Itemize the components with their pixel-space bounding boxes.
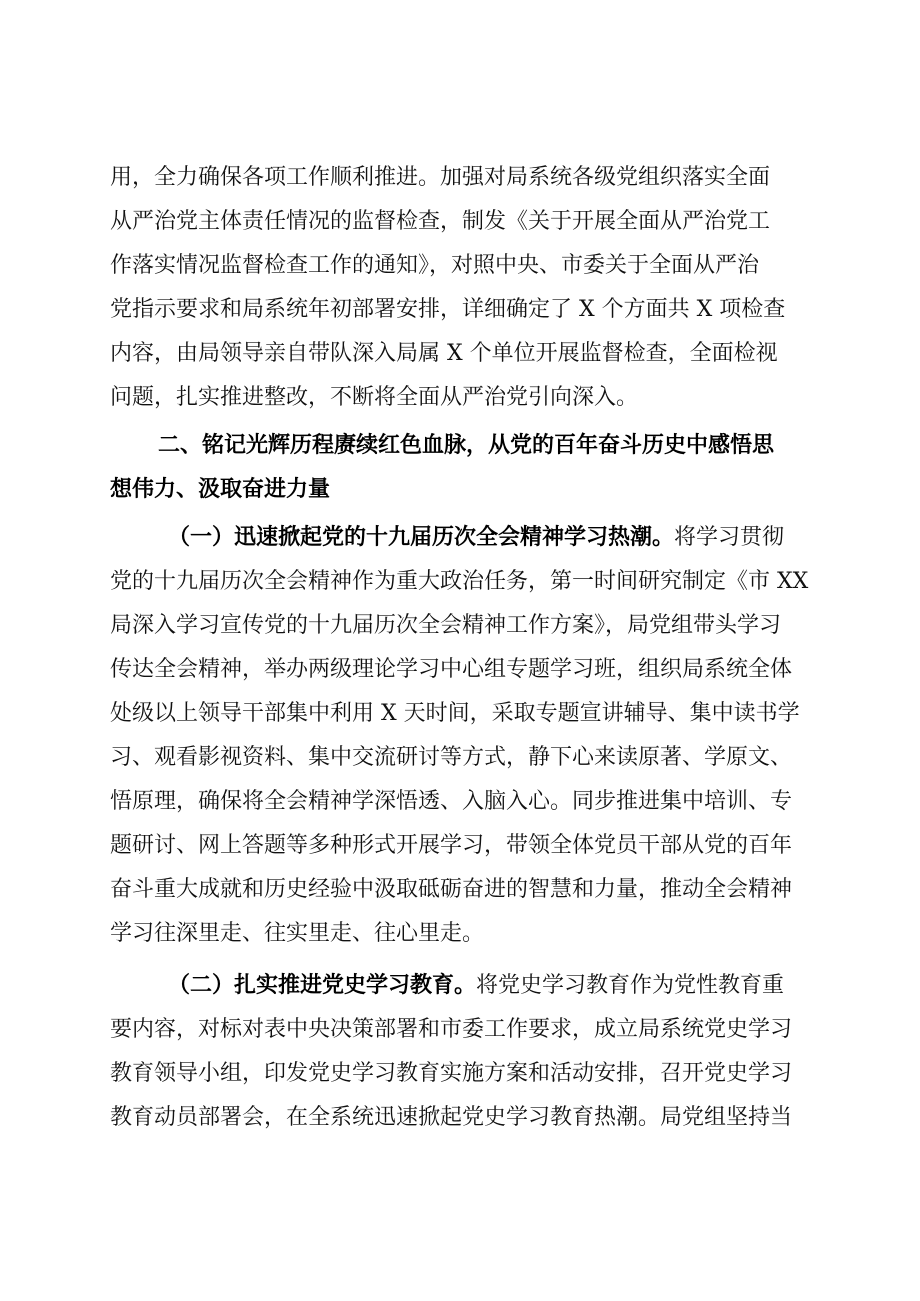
paragraph-1-line-2: 从严治党主体责任情况的监督检查，制发《关于开展全面从严治党工 [110,209,771,234]
paragraph-1-line-3: 作落实情况监督检查工作的通知》，对照中央、市委关于全面从严治 [110,253,760,278]
subsection-1-line-8: 题研讨、网上答题等多种形式开展学习，带领全体党员干部从党的百年 [110,833,793,858]
subsection-1-first-line-text: 将学习贯彻 [674,525,785,550]
subsection-1-first-line [168,518,920,558]
subsection-2-line-3: 教育领导小组，印发党史学习教育实施方案和活动安排，召开党史学习 [110,1061,793,1086]
subsection-2-title: （二）扎实推进党史学习教育。 [168,973,477,998]
section-2-heading-line-2: 想伟力、汲取奋进力量 [110,477,331,502]
subsection-1-line-3: 局深入学习宣传党的十九届历次全会精神工作方案》，局党组带头学习 [110,613,782,638]
paragraph-1-line-1: 用，全力确保各项工作顺利推进。加强对局系统各级党组织落实全面 [110,165,771,190]
subsection-1-line-9: 奋斗重大成就和历史经验中汲取砥砺奋进的智慧和力量，推动全会精神 [110,877,793,902]
paragraph-1-line-4: 党指示要求和局系统年初部署安排，详细确定了 X 个方面共 X 项检查 [110,297,786,322]
section-2-heading-line-1: 二、铭记光辉历程赓续红色血脉，从党的百年奋斗历史中感悟思 [158,433,775,458]
paragraph-1-line-5: 内容，由局领导亲自带队深入局属 X 个单位开展监督检查，全面检视 [110,341,778,366]
subsection-2-first-line-text: 将党史学习教育作为党性教育重 [476,973,785,998]
subsection-1-line-10: 学习往深里走、往实里走、往心里走。 [110,921,485,946]
subsection-1-line-5: 处级以上领导干部集中利用 X 天时间，采取专题宣讲辅导、集中读书学 [110,701,800,726]
subsection-2-line-4: 教育动员部署会，在全系统迅速掀起党史学习教育热潮。局党组坚持当 [110,1105,793,1130]
subsection-2-first-line [168,966,920,1006]
paragraph-1-line-6: 问题，扎实推进整改，不断将全面从严治党引向深入。 [110,385,639,410]
subsection-1-title: （一）迅速掀起党的十九届历次全会精神学习热潮。 [168,525,675,550]
subsection-1-line-2: 党的十九届历次全会精神作为重大政治任务，第一时间研究制定《市 XX [110,569,809,594]
subsection-1-line-7: 悟原理，确保将全会精神学深悟透、入脑入心。同步推进集中培训、专 [110,789,793,814]
subsection-2-line-2: 要内容，对标对表中央决策部署和市委工作要求，成立局系统党史学习 [110,1017,793,1042]
subsection-1-line-4: 传达全会精神，举办两级理论学习中心组专题学习班，组织局系统全体 [110,657,793,682]
subsection-1-line-6: 习、观看影视资料、集中交流研讨等方式，静下心来读原著、学原文、 [110,745,793,770]
